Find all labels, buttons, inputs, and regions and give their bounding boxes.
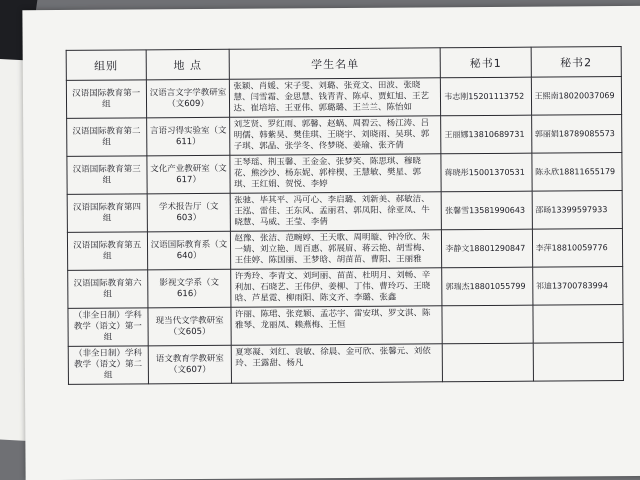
students-text: 许秀玲、李青文、刘珂丽、苗苗、杜明月、刘畅、辛利加、石晓艺、王伟伊、姜柳、丁伟、曹玲巧、王晓晗、芦星霓、柳雨阳、陈文齐、李璐、张鑫 (234, 270, 431, 304)
secretary-2-cell: 邵旸13399597933 (532, 191, 623, 230)
secretary-2-cell: 陈永欣18811655179 (532, 153, 623, 192)
secretary-1-cell (442, 305, 533, 344)
secretary-2-cell: 王熙南18020037069 (531, 77, 622, 116)
students-cell (232, 344, 443, 383)
table-row (68, 343, 623, 385)
students-text: 夏寒凝、刘红、袁敏、徐晨、金可欣、张馨元、刘依玲、王露甜、杨凡 (235, 346, 431, 369)
students-cell (230, 154, 441, 193)
place-cell: 影视文学系（文616） (147, 269, 231, 308)
table-row (67, 191, 622, 233)
group-cell: 汉语国际教育第三组 (67, 156, 147, 195)
students-cell (230, 116, 441, 155)
students-text: 王琴瑶、荆玉馨、王金金、张梦笑、陈思琪、穆晓花、熊沙沙、杨东妮、郭梓楔、王慧敏、樊星、郭琪、王红娟、贺悦、李婷 (233, 156, 422, 190)
group-cell: 汉语国际教育第六组 (68, 270, 148, 309)
secretary-2-cell (533, 305, 624, 344)
paper-sheet (22, 6, 640, 480)
place-cell: 语文教育学教研室（文607） (148, 345, 232, 384)
secretary-2-cell: 祁迪13700783994 (532, 267, 623, 306)
header-secretary-1: 秘书1 (440, 47, 531, 78)
secretary-1-cell (442, 343, 533, 382)
group-assignment-table (66, 46, 624, 385)
place-cell: 学术报告厅（文603） (147, 193, 231, 232)
table-row (68, 267, 623, 309)
header-group: 组别 (66, 50, 146, 81)
table-row (67, 229, 622, 271)
table-row (68, 305, 623, 347)
students-cell (231, 306, 442, 345)
place-cell: 现当代文学教研室（文605） (148, 307, 232, 346)
students-cell (231, 268, 442, 307)
header-place: 地 点 (146, 49, 230, 80)
group-cell: 汉语国际教育第二组 (67, 118, 147, 157)
students-cell (231, 230, 442, 269)
table-row (67, 115, 622, 157)
table-row (67, 153, 622, 195)
table-row (66, 77, 621, 119)
header-row (66, 47, 621, 81)
students-text: 刘芝贤、罗红雨、郭馨、赵蜗、周碧云、杨江涛、吕明儒、韩紫昊、樊佳琪、王晓宇、刘晓雨、吴琪、郭子琪、郭晶、张学冬、佟梦晓、姜瑜、张齐倩 (233, 118, 430, 152)
students-text: 张驰、毕其平、冯可心、李启璐、刘新美、郝敏洁、王泓、雷佳、王东风、孟丽君、郭凤阳、徐亚凤、牛晓慧、马威、王莹、李倩 (234, 194, 430, 228)
secretary-1-cell: 蒋晓彤15001370531 (441, 153, 532, 192)
students-cell (230, 78, 441, 117)
place-cell: 文化产业教研室（文617） (146, 155, 230, 194)
place-cell: 言语习得实验室（文611） (146, 117, 230, 156)
header-students: 学生名单 (230, 48, 441, 79)
group-cell: 汉语国际教育第一组 (66, 80, 146, 119)
place-cell: 汉语言文字学教研室（文609） (146, 79, 230, 118)
students-text: 许丽、陈珺、张竞颖、孟芯宇、雷安琪、罗文淇、陈雅琴、龙丽凤、赖燕梅、王恒 (234, 308, 431, 331)
group-cell: （非全日制）学科教学（语文）第二组 (68, 346, 148, 385)
header-secretary-2: 秘书2 (531, 47, 622, 78)
secretary-1-cell: 王丽娜13810689731 (441, 115, 532, 154)
students-text: 张颖、肖媛、宋子雯、刘璐、张竞文、田波、张晓慧、闫雪霜、金思慧、钱青青、陈卓、贾虹旭、王艺达、崔培培、王亚伟、郭璐璐、王兰兰、陈怡如 (233, 80, 429, 114)
secretary-1-cell: 李静文18801290847 (442, 229, 533, 268)
place-cell: 汉语国际教育系（文640） (147, 231, 231, 270)
group-cell: 汉语国际教育第五组 (67, 232, 147, 271)
secretary-1-cell: 张馨雪13581990643 (441, 191, 532, 230)
secretary-2-cell: 郭丽娟18789085573 (531, 115, 622, 154)
students-cell (231, 192, 442, 231)
group-cell: （非全日制）学科教学（语文）第一组 (68, 308, 148, 347)
secretary-1-cell: 郭瑞杰18801055799 (442, 267, 533, 306)
secretary-2-cell (533, 343, 624, 382)
secretary-1-cell: 韦志刚15201113752 (441, 77, 532, 116)
group-cell: 汉语国际教育第四组 (67, 194, 147, 233)
secretary-2-cell: 李萍18810059776 (532, 229, 623, 268)
students-text: 赵豫、张洁、范畹婷、王天歌、周明璇、钟冷欣、朱一婧、刘立艳、周百惠、郭展眉、蒋云艳、胡雪梅、王佳婷、陈国丽、王梦晗、胡苗苗、曹阳、王丽雅 (234, 232, 431, 266)
